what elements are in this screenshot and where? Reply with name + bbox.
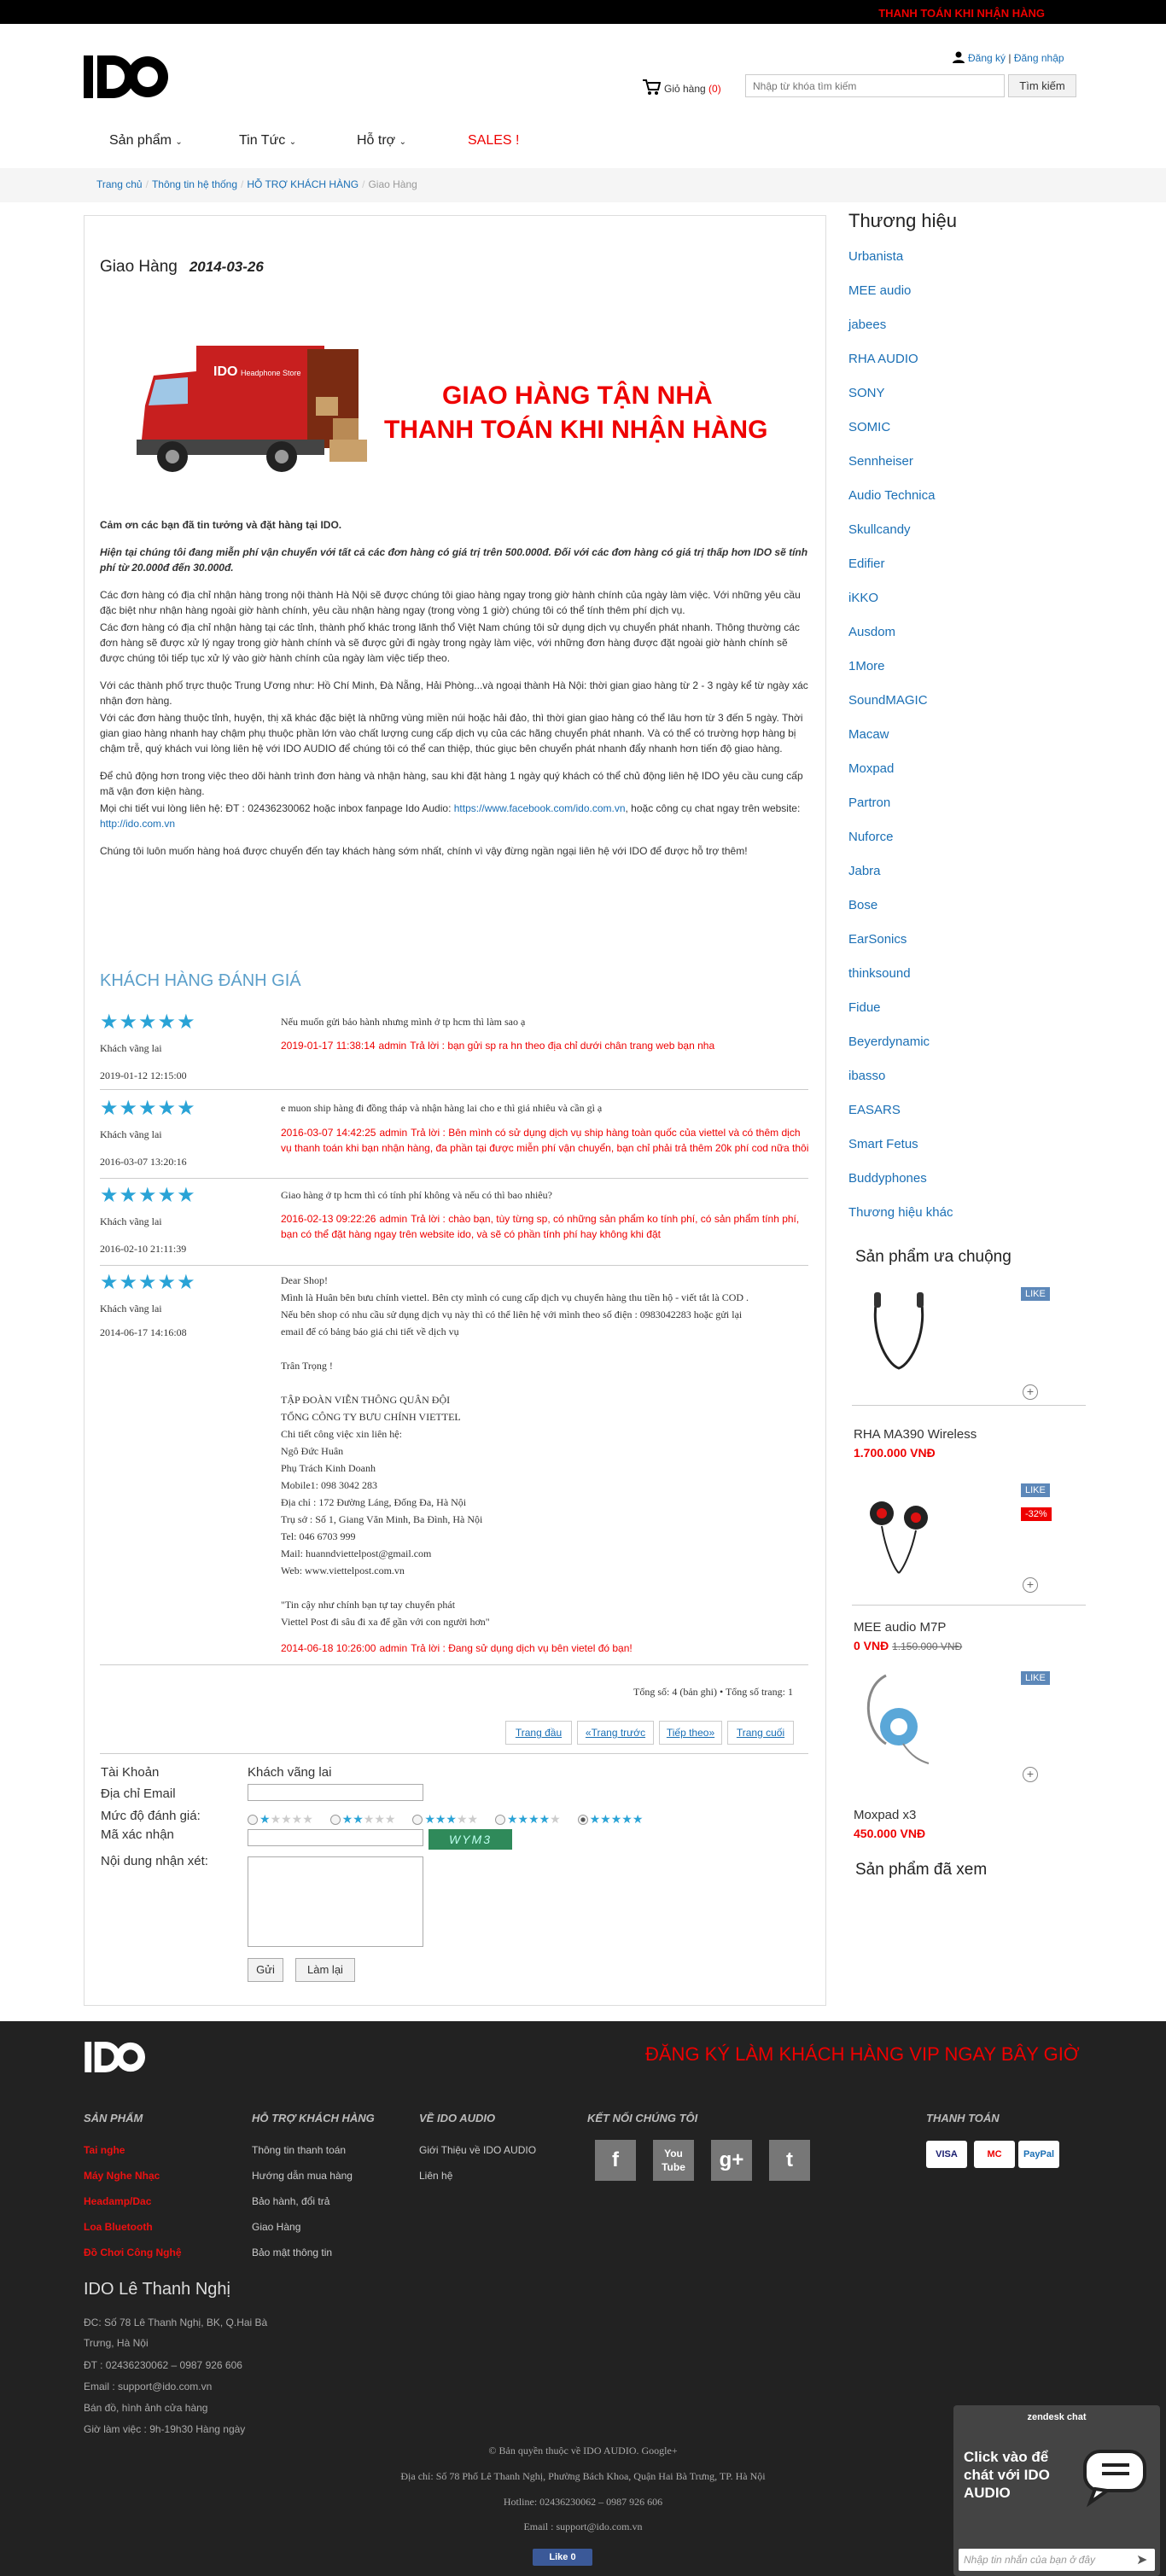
nav-support-label: Hỗ trợ (357, 133, 396, 148)
brand-link[interactable]: Skullcandy (848, 522, 911, 537)
product-image[interactable] (852, 1287, 946, 1381)
plus-icon[interactable]: + (1023, 1577, 1038, 1593)
brands-title: Thương hiệu (848, 210, 958, 231)
chevron-down-icon: ⌄ (289, 137, 297, 147)
breadcrumb-support[interactable]: HỖ TRỢ KHÁCH HÀNG (247, 178, 359, 190)
truck-sub: Headphone Store (241, 369, 301, 377)
answer-admin: admin (379, 1127, 408, 1139)
rating-stars-5: ★★★★★ (589, 1812, 644, 1826)
product-price: 1.700.000 VNĐ (854, 1446, 936, 1460)
footer-email: Email : support@ido.com.vn (523, 2521, 643, 2532)
brand-link[interactable]: SoundMAGIC (848, 693, 928, 708)
divider (100, 1089, 808, 1090)
review-stars: ★★★★★ (100, 1271, 196, 1294)
pager-prev[interactable]: «Trang trước (577, 1721, 654, 1745)
question-line: email để có bảng báo giá chi tiết về dịch vụ (281, 1326, 459, 1338)
answer-date: 2016-02-13 09:22:26 (281, 1213, 376, 1225)
cart-link[interactable] (642, 79, 721, 98)
article-p1: Cảm ơn các bạn đã tin tưởng và đặt hàng tại IDO. (100, 519, 342, 531)
brand-link[interactable]: ibasso (848, 1069, 886, 1083)
user-icon (953, 51, 965, 63)
answer-text: Trả lời : bạn gửi sp ra hn theo địa chỉ dưới chân trang web bạn nha (410, 1040, 715, 1052)
captcha-input[interactable] (248, 1829, 423, 1846)
footer-link[interactable]: Bảo mật thông tin (252, 2247, 333, 2258)
review-date: 2014-06-17 14:16:08 (100, 1326, 187, 1338)
banner-line1: GIAO HÀNG TẬN NHÀ (442, 382, 713, 410)
product-image[interactable] (852, 1483, 946, 1577)
submit-button[interactable]: Gửi (248, 1958, 283, 1982)
brand-link[interactable]: Partron (848, 796, 891, 810)
footer-link[interactable]: Hướng dẫn mua hàng (252, 2170, 353, 2182)
brand-link[interactable]: Bose (848, 898, 878, 912)
brand-link[interactable]: Ausdom (848, 625, 896, 639)
pager-next[interactable]: Tiếp theo» (659, 1721, 722, 1745)
email-field[interactable] (248, 1784, 423, 1801)
footer-link[interactable]: Liên hệ (419, 2170, 453, 2182)
cart-label: Giỏ hàng (664, 83, 706, 95)
review-author: Khách vãng lai (100, 1215, 162, 1227)
store-phone: ĐT : 02436230062 – 0987 926 606 (84, 2359, 242, 2371)
product-price: 450.000 VNĐ (854, 1827, 926, 1840)
article-p3: Các đơn hàng có địa chỉ nhận hàng trong nội thành Hà Nội sẽ được chúng tôi giao hàng ngay trong giờ hành chính của ngày làm việc. Với những yêu cầu đặc biệt như nhận hàng ngoài giờ hành chính, yêu cầu nhận hàng ngay (trong vòng 1 giờ) chúng tôi có thể tính thêm phí dịch vụ. (100, 589, 801, 616)
footer-link[interactable]: Máy Nghe Nhạc (84, 2170, 160, 2182)
brand-link[interactable]: Moxpad (848, 761, 895, 776)
answer-text: Trả lời : Bên mình có sử dụng dịch vụ ship hàng toàn quốc của viettel và có thêm dịch vụ thanh toán khi bạn nhận hàng, đa phần tại được miễn phí vận chuyển, bạn chỉ phải trả thêm 20k phí cod nữa thôi (281, 1127, 809, 1154)
footer-hotline: Hotline: 02436230062 – 0987 926 606 (503, 2496, 663, 2508)
product-card[interactable] (852, 1671, 1086, 1840)
old-price: 1.150.000 VNĐ (892, 1641, 963, 1652)
question-line: Mobile1: 098 3042 283 (281, 1479, 377, 1491)
store-name: IDO Lê Thanh Nghị (84, 2280, 230, 2299)
answer-admin: admin (378, 1040, 407, 1052)
answer-date: 2019-01-17 11:38:14 (281, 1040, 376, 1052)
footer-address: Địa chỉ: Số 78 Phố Lê Thanh Nghị, Phường Bách Khoa, Quận Hai Bà Trưng, TP. Hà Nội (400, 2470, 766, 2482)
breadcrumb (96, 178, 417, 190)
truck-brand: IDO (213, 364, 238, 379)
breadcrumb-current: Giao Hàng (368, 178, 417, 190)
product-name[interactable]: MEE audio M7P (854, 1620, 947, 1635)
question-line: Mail: huanndviettelpost@gmail.com (281, 1547, 432, 1559)
footer-logo[interactable] (84, 2040, 147, 2074)
paypal-icon: PayPal (1018, 2141, 1059, 2168)
rating-radio-1[interactable] (248, 1815, 258, 1825)
review-stars: ★★★★★ (100, 1011, 196, 1034)
register-link[interactable]: Đăng ký (968, 52, 1006, 64)
account-label: Tài Khoản (101, 1765, 160, 1780)
brand-link[interactable]: EarSonics (848, 932, 907, 947)
product-card[interactable] (852, 1483, 1086, 1652)
cart-count: (0) (708, 83, 721, 95)
chevron-down-icon: ⌄ (175, 137, 183, 147)
answer-date: 2016-03-07 14:42:25 (281, 1127, 376, 1139)
store-address-1: ĐC: Số 78 Lê Thanh Nghị, BK, Q.Hai Bà (84, 2317, 268, 2328)
answer-admin: admin (379, 1213, 408, 1225)
review-author: Khách vãng lai (100, 1042, 162, 1054)
divider (100, 1753, 808, 1754)
article-p5: Với các thành phố trực thuộc Trung Ương như: Hồ Chí Minh, Đà Nẵng, Hải Phòng...và ngoại thành Hà Nội: thời gian giao hàng từ 2 - 3 ngày kể từ ngày xác nhận đơn hàng. (100, 679, 808, 707)
store-address-2: Trưng, Hà Nội (84, 2337, 149, 2349)
review-question: Giao hàng ở tp hcm thì có tính phí không và nếu có thì bao nhiêu? (281, 1189, 552, 1201)
captcha-image: WYM3 (429, 1829, 512, 1850)
question-line: TỔNG CÔNG TY BƯU CHÍNH VIETTEL (281, 1411, 461, 1423)
review-author: Khách vãng lai (100, 1303, 162, 1314)
footer-link[interactable]: Thông tin thanh toán (252, 2144, 347, 2156)
question-line: "Tin cậy như chính bạn tự tay chuyển phát (281, 1599, 456, 1611)
banner-line2: THANH TOÁN KHI NHẬN HÀNG (384, 416, 768, 444)
copyright: © Bản quyền thuộc về IDO AUDIO. Google+ (488, 2445, 678, 2457)
breadcrumb-sep: / (362, 178, 365, 190)
breadcrumb-sep: / (241, 178, 244, 190)
send-icon[interactable]: ➤ (1136, 2553, 1148, 2567)
visa-icon: VISA (926, 2141, 967, 2168)
brand-link[interactable]: Jabra (848, 864, 881, 878)
question-line: TẬP ĐOÀN VIỄN THÔNG QUÂN ĐỘI (281, 1394, 451, 1406)
rating-stars-1: ★★★★★ (259, 1812, 313, 1826)
captcha-label: Mã xác nhận (101, 1827, 174, 1842)
question-line: Trân Trọng ! (281, 1360, 333, 1372)
answer-text: Trả lời : Đang sử dụng dịch vụ bên vietel đó bạn! (411, 1642, 633, 1654)
question-line: Dear Shop! (281, 1274, 328, 1286)
brand-link[interactable]: jabees (848, 318, 887, 332)
youtube-icon[interactable]: You Tube (653, 2140, 694, 2181)
plus-icon[interactable]: + (1023, 1767, 1038, 1782)
question-line: Ngô Đức Huân (281, 1445, 344, 1457)
review-question (281, 1272, 793, 1630)
brand-link[interactable]: Thương hiệu khác (848, 1205, 953, 1220)
footer-col1-title: SẢN PHẨM (84, 2112, 143, 2124)
nav-sales[interactable]: SALES ! (468, 133, 520, 148)
reset-button[interactable]: Làm lại (295, 1958, 355, 1982)
breadcrumb-home[interactable]: Trang chủ (96, 178, 143, 190)
ido-logo[interactable] (84, 53, 169, 101)
answer-admin: admin (379, 1642, 408, 1654)
question-line: Trụ sở : Số 1, Giang Văn Minh, Ba Đình, Hà Nội (281, 1513, 483, 1525)
chat-widget[interactable] (953, 2405, 1160, 2576)
footer-link[interactable]: Giới Thiệu về IDO AUDIO (419, 2144, 537, 2156)
answer-date: 2014-06-18 10:26:00 (281, 1642, 376, 1654)
brand-link[interactable]: MEE audio (848, 283, 912, 298)
chat-input[interactable]: Nhập tin nhắn của bạn ở đây (959, 2549, 1155, 2571)
search-input[interactable] (745, 74, 1005, 97)
website-link[interactable]: http://ido.com.vn (100, 818, 176, 830)
search-button[interactable]: Tìm kiếm (1008, 74, 1076, 97)
top-bar (0, 0, 1166, 24)
answer-text: Trả lời : chào bạn, tùy từng sp, có những sản phẩm ko tính phí, có sản phẩm tính phí, bạn có thể đặt hàng ngay trên website ido, và sẽ có phần tính phí hay không khi đặt (281, 1213, 800, 1240)
rating-label: Mức độ đánh giá: (101, 1809, 201, 1823)
store-hours: Giờ làm việc : 9h-19h30 Hàng ngày (84, 2423, 246, 2435)
viewed-title: Sản phẩm đã xem (855, 1861, 988, 1879)
login-link[interactable]: Đăng nhập (1013, 52, 1064, 64)
divider (100, 1265, 808, 1266)
like-badge[interactable]: LIKE (1021, 1287, 1050, 1301)
pager-first[interactable]: Trang đầu (505, 1721, 572, 1745)
facebook-icon[interactable]: f (595, 2140, 636, 2181)
google-plus-icon[interactable]: g+ (711, 2140, 752, 2181)
review-question: e muon ship hàng đi đồng tháp và nhận hàng lai cho e thì giá nhiêu và cần gì ạ (281, 1102, 603, 1114)
rating-stars-3: ★★★★★ (424, 1812, 479, 1826)
footer-link[interactable]: Giao Hàng (252, 2221, 301, 2233)
article-body (100, 517, 808, 860)
footer-link[interactable]: Bảo hành, đổi trả (252, 2195, 330, 2207)
review-stars: ★★★★★ (100, 1184, 196, 1207)
pager-last[interactable]: Trang cuối (727, 1721, 794, 1745)
review-total: Tổng số: 4 (bản ghi) • Tổng số trang: 1 (633, 1686, 793, 1698)
review-stars: ★★★★★ (100, 1097, 196, 1120)
article-p8b: , hoặc công cụ chat ngay trên website: (625, 802, 801, 814)
brand-link[interactable]: SOMIC (848, 420, 891, 434)
nav-news[interactable] (239, 133, 296, 149)
review-date: 2019-01-12 12:15:00 (100, 1069, 187, 1081)
page-title-text: Giao Hàng (100, 258, 178, 276)
review-item (100, 1183, 808, 1260)
footer-col5-title: THANH TOÁN (926, 2112, 1000, 2124)
article-p2: Hiện tại chúng tôi đang miễn phí vận chuyển với tất cả các đơn hàng có giá trị trên 500.000đ. Đối với các đơn hàng có giá trị thấp hơn IDO sẽ tính phí từ 20.000đ đến 30.000đ. (100, 546, 808, 574)
question-line: Chi tiết công việc xin liên hệ: (281, 1428, 402, 1440)
article-p7: Để chủ động hơn trong việc theo dõi hành trình đơn hàng và nhận hàng, sau khi đặt hàng 1 ngày quý khách có thể chủ động liên hệ IDO yêu cầu cung cấp mã vận đơn kiện hàng. (100, 770, 803, 797)
brand-link[interactable]: EASARS (848, 1103, 901, 1117)
article-p9: Chúng tôi luôn muốn hàng hoá được chuyển đến tay khách hàng sớm nhất, chính vì vậy đừng ngần ngại liên hệ với IDO để được hỗ trợ thêm! (100, 845, 748, 857)
divider (100, 1178, 808, 1179)
article-p8 (100, 801, 808, 831)
footer-col2-title: HỖ TRỢ KHÁCH HÀNG (252, 2112, 375, 2124)
price-value: 0 VNĐ (854, 1639, 889, 1652)
review-date: 2016-03-07 13:20:16 (100, 1156, 187, 1168)
vip-signup-link[interactable]: ĐĂNG KÝ LÀM KHÁCH HÀNG VIP NGAY BÂY GIỜ (645, 2043, 1080, 2065)
chat-bubble-icon (1081, 2448, 1150, 2508)
product-name[interactable]: RHA MA390 Wireless (854, 1427, 977, 1442)
brand-link[interactable]: Nuforce (848, 830, 894, 844)
nav-news-label: Tin Tức (239, 133, 286, 148)
footer-col3-title: VỀ IDO AUDIO (419, 2112, 496, 2124)
nav-products-label: Sản phẩm (109, 133, 172, 148)
breadcrumb-sep: / (145, 178, 149, 190)
like-badge[interactable]: LIKE (1021, 1483, 1050, 1497)
review-date: 2016-02-10 21:11:39 (100, 1243, 187, 1255)
brand-link[interactable]: Macaw (848, 727, 889, 742)
brand-link[interactable]: Fidue (848, 1000, 881, 1015)
review-question: Nếu muốn gửi bảo hành nhưng mình ở tp hcm thì làm sao ạ (281, 1016, 526, 1028)
question-line: Web: www.viettelpost.com.vn (281, 1565, 405, 1576)
divider (852, 1405, 1086, 1406)
brand-link[interactable]: Audio Technica (848, 488, 936, 503)
divider (852, 1605, 1086, 1606)
rating-options (248, 1812, 656, 1827)
twitter-icon[interactable]: t (769, 2140, 810, 2181)
brand-link[interactable]: Sennheiser (848, 454, 913, 469)
reviews-heading: KHÁCH HÀNG ĐÁNH GIÁ (100, 971, 301, 990)
auth-links (953, 51, 1064, 64)
page-title (100, 258, 264, 277)
rating-radio-4[interactable] (495, 1815, 505, 1825)
review-answer (281, 1125, 810, 1156)
article-p6: Với các đơn hàng thuộc tỉnh, huyện, thị xã khác đặc biệt là những vùng miền núi hoặc hải đảo, thì thời gian giao hàng có thể lâu hơn từ 3 đến 5 ngày. Thời gian giao hàng nhanh hay chậm phụ thuộc phần lớn vào chất lượng cung cấp dịch vụ của các hãng chuyển phát nhanh. Và có thể có trường hợp hàng bị chậm trễ, quý khách vui lòng liên hệ với IDO AUDIO để chúng tôi có thể can thiệp, thúc giục bên chuyển phát nhanh đẩy nhanh hơn tiến độ giao hàng. (100, 712, 803, 755)
facebook-link[interactable]: https://www.facebook.com/ido.com.vn (453, 802, 626, 814)
article-p8a: Mọi chi tiết vui lòng liên hệ: ĐT : 02436230062 hoặc inbox fanpage Ido Audio: (100, 802, 452, 814)
footer-col4-title: KẾT NỐI CHÚNG TÔI (587, 2112, 698, 2124)
store-email: Email : support@ido.com.vn (84, 2381, 213, 2392)
brand-link[interactable]: Smart Fetus (848, 1137, 918, 1151)
discount-badge: -32% (1021, 1507, 1052, 1521)
content-label: Nội dung nhận xét: (101, 1854, 208, 1868)
question-line: Địa chỉ : 172 Đường Láng, Đống Đa, Hà Nội (281, 1496, 467, 1508)
main-nav (0, 130, 1166, 155)
review-author: Khách vãng lai (100, 1128, 162, 1140)
brand-link[interactable]: thinksound (848, 966, 911, 981)
chat-text[interactable]: Click vào để chát với IDO AUDIO (964, 2449, 1050, 2501)
nav-support[interactable] (357, 133, 406, 149)
rating-radio-3[interactable] (412, 1815, 423, 1825)
brand-link[interactable]: Urbanista (848, 249, 904, 264)
question-line: Viettel Post đi sâu đi xa để gần với con người hơn" (281, 1616, 490, 1628)
footer-link[interactable]: Tai nghe (84, 2144, 125, 2156)
cart-icon (642, 79, 661, 98)
rating-stars-2: ★★★★★ (341, 1812, 396, 1826)
delivery-banner (137, 337, 802, 491)
chevron-down-icon: ⌄ (399, 137, 407, 147)
question-line: Nếu bên shop có nhu cầu sử dụng dịch vụ này thì có thể liên hệ với mình theo số điện : 0983042283 hoặc gửi lại (281, 1308, 743, 1320)
chat-header: zendesk chat (1027, 2412, 1087, 2422)
brand-link[interactable]: SONY (848, 386, 885, 400)
brand-link[interactable]: iKKO (848, 591, 879, 605)
product-name[interactable]: Moxpad x3 (854, 1808, 917, 1822)
brand-link[interactable]: Edifier (848, 557, 885, 571)
mastercard-icon: MC (974, 2141, 1015, 2168)
brand-link[interactable]: 1More (848, 659, 885, 673)
truck-illustration (137, 337, 393, 491)
rating-radio-2[interactable] (330, 1815, 341, 1825)
divider (100, 1664, 808, 1665)
like-badge[interactable]: LIKE (1021, 1671, 1050, 1685)
breadcrumb-bar (0, 168, 1166, 202)
popular-title: Sản phẩm ưa chuộng (855, 1248, 1012, 1266)
review-answer (281, 1641, 810, 1656)
brand-link[interactable]: RHA AUDIO (848, 352, 918, 366)
promo-text[interactable]: THANH TOÁN KHI NHẬN HÀNG (878, 7, 1045, 20)
article-p4: Các đơn hàng có địa chỉ nhận hàng tại các tỉnh, thành phố khác trong lãnh thổ Việt Nam chúng tôi sử dụng dịch vụ chuyển phát nhanh. Thông thường các đơn hàng sẽ được xử lý ngay trong giờ hành chính và sẽ được gửi đi ngày trong ngày làm việc, với những đơn hàng được đặt ngoài giờ hành chính sẽ được chúng tôi tiếp tục xử lý vào giờ hành chính của ngày làm việc tiếp theo. (100, 621, 800, 664)
question-line: Tel: 046 6703 999 (281, 1530, 356, 1542)
rating-stars-4: ★★★★★ (506, 1812, 561, 1826)
brand-link[interactable]: Buddyphones (848, 1171, 927, 1186)
breadcrumb-system[interactable]: Thông tin hệ thống (151, 178, 238, 190)
review-item (100, 1096, 808, 1173)
brand-link[interactable]: Beyerdynamic (848, 1034, 930, 1049)
review-content-input[interactable] (248, 1856, 423, 1947)
rating-radio-5[interactable] (578, 1815, 588, 1825)
email-label: Địa chỉ Email (101, 1786, 176, 1801)
product-image[interactable] (852, 1671, 946, 1765)
nav-products[interactable] (109, 133, 183, 149)
facebook-like-button[interactable]: Like 0 (533, 2549, 592, 2566)
auth-separator: | (1008, 52, 1012, 64)
footer-link[interactable]: Đồ Chơi Công Nghệ (84, 2247, 182, 2258)
review-answer (281, 1038, 810, 1053)
question-line: Mình là Huân bên bưu chính viettel. Bên cty mình có cung cấp dịch vụ chuyển hàng thu tiền hộ - viết tắt là COD . (281, 1291, 749, 1303)
footer-link[interactable]: Loa Bluetooth (84, 2221, 153, 2233)
plus-icon[interactable]: + (1023, 1384, 1038, 1400)
store-map[interactable]: Bán đồ, hình ảnh cửa hàng (84, 2402, 208, 2414)
product-card[interactable] (852, 1287, 1086, 1460)
review-item (100, 1010, 808, 1087)
review-answer (281, 1211, 810, 1242)
page-date: 2014-03-26 (189, 259, 264, 275)
account-value: Khách vãng lai (248, 1765, 332, 1780)
product-price (854, 1639, 962, 1652)
review-item (100, 1270, 808, 1663)
question-line: Phụ Trách Kinh Doanh (281, 1462, 376, 1474)
footer-link[interactable]: Headamp/Dac (84, 2195, 152, 2207)
